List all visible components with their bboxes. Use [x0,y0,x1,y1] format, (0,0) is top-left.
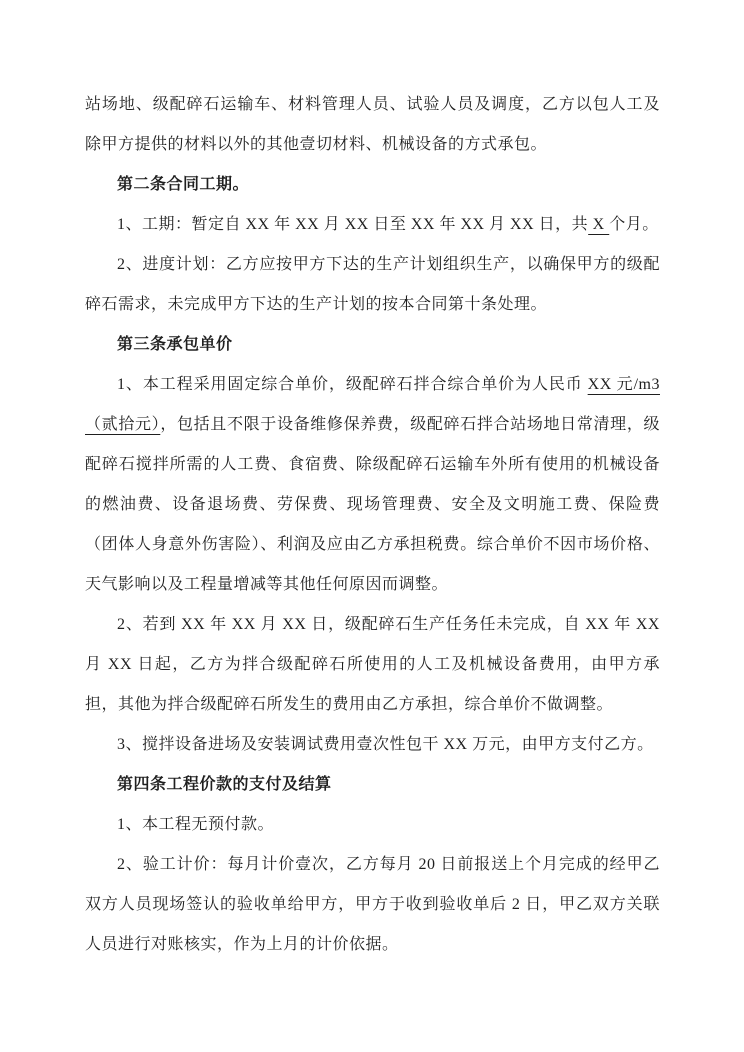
underlined-fill-in-unit-price: XX 元/m3（贰拾元） [85,376,660,433]
underlined-fill-in-months: X [588,216,610,233]
heading-text: 第四条工程价款的支付及结算 [117,776,332,793]
clause3-item1 [85,365,660,605]
clause3-item3 [85,725,660,765]
paragraph-text: 1、工期：暂定自 XX 年 XX 月 XX 日至 XX 年 XX 月 XX 日，共 [117,216,589,233]
clause4-item1 [85,805,660,845]
heading-text: 第三条承包单价 [117,336,233,353]
paragraph-text: 个月。 [609,216,659,233]
paragraph-text: 1、本工程无预付款。 [117,816,275,833]
paragraph-text: 3、搅拌设备进场及安装调试费用壹次性包干 XX 万元，由甲方支付乙方。 [117,736,654,753]
clause2-item2 [85,245,660,325]
clause2-item1 [85,205,660,245]
clause3-heading [85,325,660,365]
paragraph-text: 站场地、级配碎石运输车、材料管理人员、试验人员及调度，乙方以包人工及除甲方提供的材料以外的其他壹切材料、机械设备的方式承包。 [85,96,660,153]
paragraph-clause1-continuation [85,85,660,165]
paragraph-text: 2、若到 XX 年 XX 月 XX 日，级配碎石生产任务任未完成，自 XX 年 XX 月 XX 日起，乙方为拌合级配碎石所使用的人工及机械设备费用，由甲方承担，其他为拌合级配碎石所发生的费用由乙方承担，综合单价不做调整。 [85,616,660,713]
clause4-item2 [85,845,660,965]
heading-text: 第二条合同工期。 [117,176,250,193]
paragraph-text: 2、进度计划：乙方应按甲方下达的生产计划组织生产，以确保甲方的级配碎石需求，未完成甲方下达的生产计划的按本合同第十条处理。 [85,256,660,313]
clause4-heading [85,765,660,805]
paragraph-text: ，包括且不限于设备维修保养费，级配碎石拌合站场地日常清理，级配碎石搅拌所需的人工费、食宿费、除级配碎石运输车外所有使用的机械设备的燃油费、设备退场费、劳保费、现场管理费、安全及文明施工费、保险费（团体人身意外伤害险）、利润及应由乙方承担税费。综合单价不因市场价格、天气影响以及工程量增减等其他任何原因而调整。 [85,416,660,593]
paragraph-text: 1、本工程采用固定综合单价，级配碎石拌合综合单价为人民币 [117,376,588,393]
paragraph-text: 2、验工计价：每月计价壹次，乙方每月 20 日前报送上个月完成的经甲乙双方人员现场签认的验收单给甲方，甲方于收到验收单后 2 日，甲乙双方关联人员进行对账核实，作为上月的计价依据。 [85,856,660,953]
clause3-item2 [85,605,660,725]
clause2-heading [85,165,660,205]
